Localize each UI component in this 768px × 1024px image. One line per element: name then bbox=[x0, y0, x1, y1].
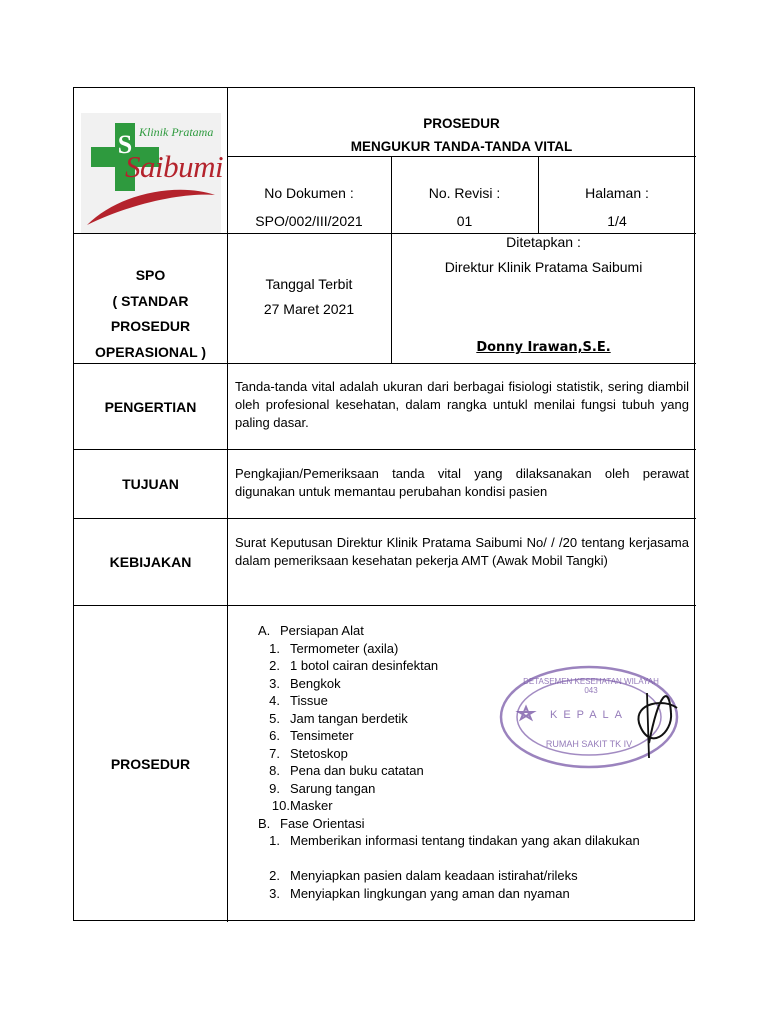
section-b-marker: B. bbox=[258, 815, 271, 831]
official-stamp bbox=[499, 663, 679, 773]
clinic-logo bbox=[74, 88, 227, 233]
section-b-title: Fase Orientasi bbox=[280, 815, 365, 831]
section-a-title: Persiapan Alat bbox=[280, 623, 364, 638]
title-line-2: MENGUKUR TANDA-TANDA VITAL bbox=[350, 139, 573, 154]
list-item: 1. Memberikan informasi tentang tindakan yang akan dilakukan bbox=[269, 833, 640, 848]
section-b-heading bbox=[258, 815, 365, 833]
list-item: 3. Menyiapkan lingkungan yang aman dan nyaman bbox=[269, 885, 570, 901]
established-by: Direktur Klinik Pratama Saibumi bbox=[444, 259, 643, 275]
issue-date-value: 27 Maret 2021 bbox=[263, 301, 355, 317]
list-item: 5. Jam tangan berdetik bbox=[269, 710, 408, 726]
title-line-1: PROSEDUR bbox=[423, 116, 500, 131]
list-item: 2. Menyiapkan pasien dalam keadaan istirahat/rileks bbox=[269, 868, 578, 883]
revision-value: 01 bbox=[456, 213, 473, 229]
pengertian-text: Tanda-tanda vital adalah ukuran dari berbagai fisiologi statistik, sering diambil oleh profesional kesehatan, dalam rangka untukl menilai fungsi tubuh yang paling dasar. bbox=[235, 379, 689, 430]
page-value: 1/4 bbox=[607, 213, 627, 229]
section-a-marker: A. bbox=[258, 623, 271, 638]
revision-label: No. Revisi : bbox=[428, 185, 501, 201]
document-title bbox=[227, 88, 696, 156]
tujuan-label: TUJUAN bbox=[122, 476, 179, 492]
prosedur-label: PROSEDUR bbox=[110, 756, 191, 772]
list-item: 4. Tissue bbox=[269, 693, 328, 708]
stamp-middle-text: KEPALA bbox=[550, 709, 628, 721]
spo-line-3: PROSEDUR bbox=[110, 318, 191, 334]
stamp-top-text: DETASEMEN KESEHATAN WILAYAH 043 bbox=[523, 677, 659, 695]
list-item: 3. Bengkok bbox=[269, 675, 341, 691]
list-item: 1. Termometer (axila) bbox=[269, 640, 399, 656]
list-item: 8. Pena dan buku catatan bbox=[269, 763, 424, 778]
page-label: Halaman : bbox=[585, 185, 649, 201]
red-swoosh bbox=[87, 190, 215, 225]
list-item: 2. 1 botol cairan desinfektan bbox=[269, 658, 439, 673]
spo-line-1: SPO bbox=[135, 267, 166, 283]
spo-line-2: ( STANDAR bbox=[112, 292, 189, 309]
spo-document bbox=[73, 87, 695, 921]
logo-brand-text: Saibumi bbox=[125, 149, 224, 184]
spo-line-4: OPERASIONAL ) bbox=[95, 343, 206, 360]
star-icon bbox=[519, 707, 533, 719]
issue-date-label: Tanggal Terbit bbox=[265, 276, 353, 292]
logo-cross-letter: S bbox=[117, 130, 133, 159]
list-item: 6. Tensimeter bbox=[269, 728, 354, 743]
spo-label bbox=[74, 263, 227, 365]
doc-number-value: SPO/002/III/2021 bbox=[255, 213, 363, 229]
established-label: Ditetapkan : bbox=[506, 234, 581, 250]
section-a-heading bbox=[258, 622, 364, 640]
stamp-bottom-text: RUMAH SAKIT TK IV bbox=[545, 739, 633, 749]
kebijakan-text: Surat Keputusan Direktur Klinik Pratama Saibumi No/ / /20 tentang kerjasama dalam pemeriksaan kesehatan pekerja AMT (Awak Mobil Tangki) bbox=[235, 535, 689, 568]
list-item: 7. Stetoskop bbox=[269, 745, 348, 761]
tujuan-text: Pengkajian/Pemeriksaan tanda vital yang dilaksanakan oleh perawat digunakan untuk memantau perubahan kondisi pasien bbox=[235, 466, 689, 499]
list-item: 9. Sarung tangan bbox=[269, 780, 376, 796]
logo-small-text: Klinik Pratama bbox=[139, 125, 214, 139]
list-item: 10. Masker bbox=[271, 798, 333, 813]
signer-name: Donny Irawan,S.E. bbox=[476, 340, 611, 355]
doc-number-label: No Dokumen : bbox=[264, 185, 354, 201]
kebijakan-label: KEBIJAKAN bbox=[109, 554, 192, 570]
pengertian-label: PENGERTIAN bbox=[104, 398, 197, 415]
